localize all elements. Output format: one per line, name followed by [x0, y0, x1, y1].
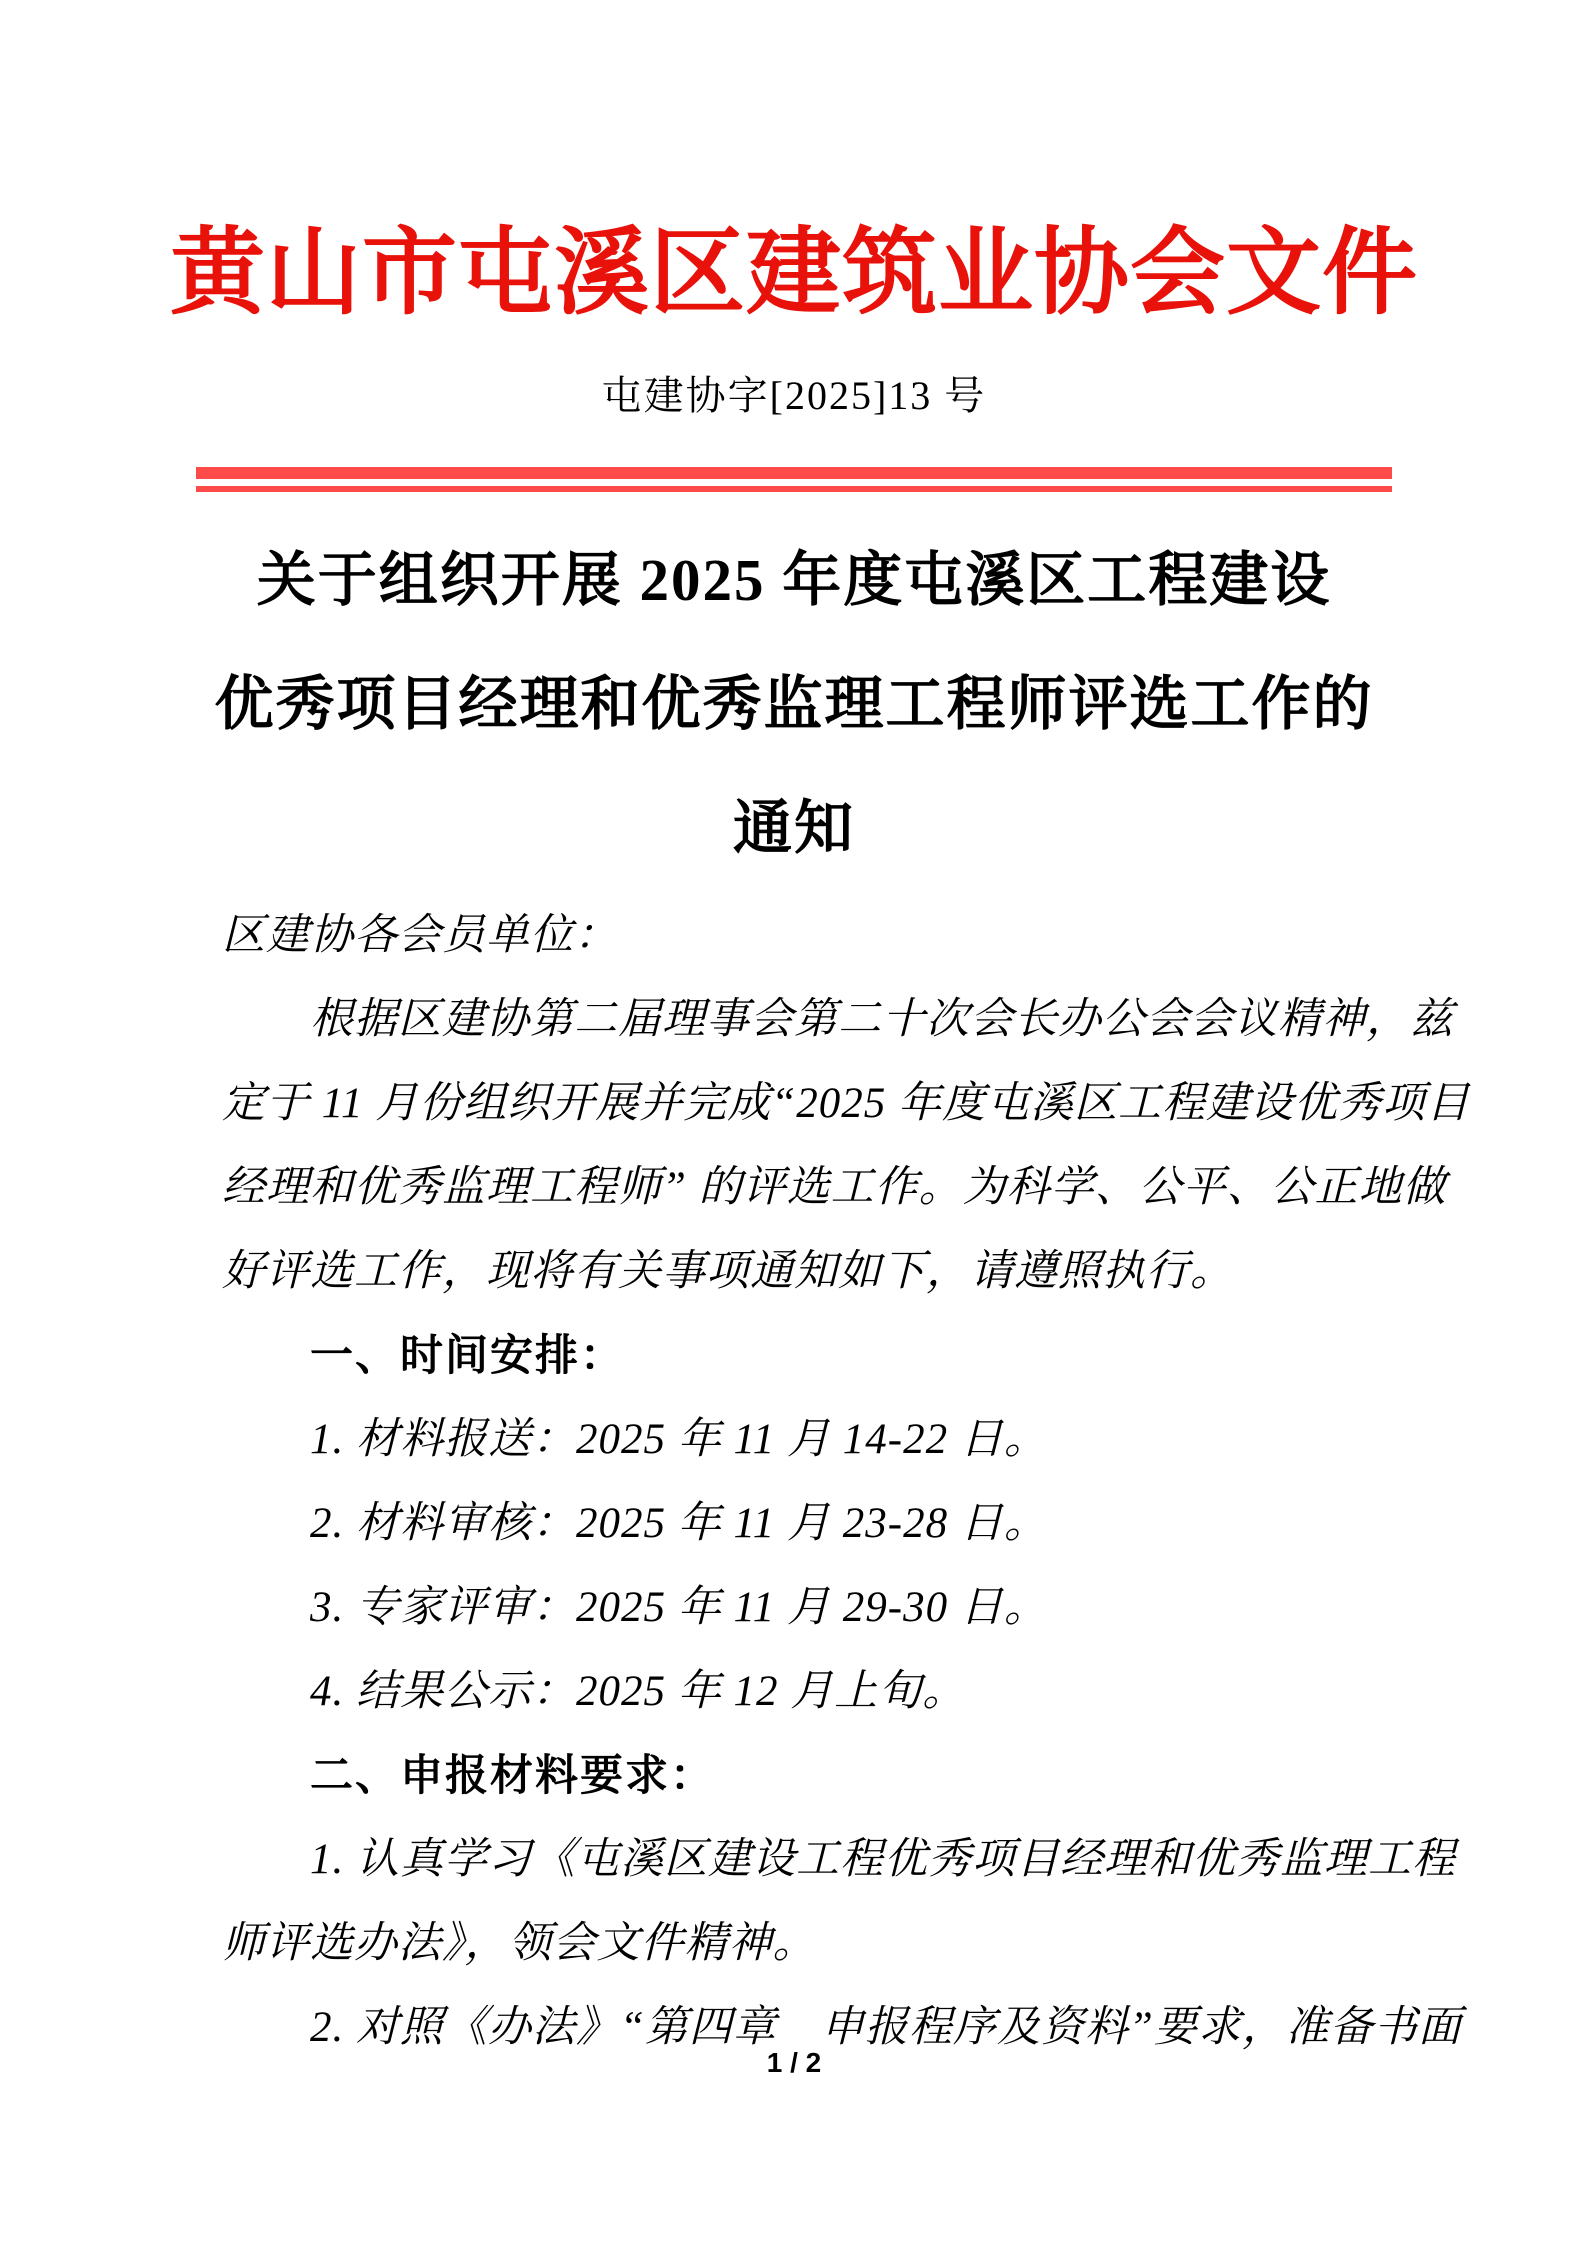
body-line: 1. 认真学习《屯溪区建设工程优秀项目经理和优秀监理工程: [310, 1836, 1456, 1883]
red-rule-top: [196, 467, 1392, 479]
body-line: 好评选工作，现将有关事项通知如下，请遵照执行。: [222, 1248, 1234, 1295]
body-line: 2. 对照《办法》“第四章 申报程序及资料”要求，准备书面: [310, 2004, 1462, 2051]
body-line: 经理和优秀监理工程师” 的评选工作。为科学、公平、公正地做: [222, 1164, 1447, 1211]
body-text: [222, 894, 1470, 2070]
body-line-schedule-4: 4. 结果公示：2025 年 12 月上旬。: [310, 1668, 967, 1715]
page-indicator: 1 / 2: [766, 2047, 822, 2078]
notice-title-line-2: 优秀项目经理和优秀监理工程师评选工作的: [214, 671, 1374, 737]
section-heading-materials: 二、申报材料要求：: [310, 1752, 715, 1800]
body-line-schedule-1: 1. 材料报送：2025 年 11 月 14-22 日。: [310, 1416, 1048, 1463]
body-line-schedule-2: 2. 材料审核：2025 年 11 月 23-28 日。: [310, 1500, 1048, 1547]
section-heading-time: 一、时间安排：: [310, 1332, 625, 1380]
notice-title: [0, 518, 1588, 890]
red-rule-bottom: [196, 486, 1392, 492]
body-line: 根据区建协第二届理事会第二十次会长办公会会议精神，兹: [310, 996, 1454, 1043]
body-line-salutation: 区建协各会员单位：: [222, 912, 618, 959]
notice-title-line-1: 关于组织开展 2025 年度屯溪区工程建设: [256, 547, 1332, 613]
masthead-title: 黄山市屯溪区建筑业协会文件: [169, 220, 1418, 326]
body-line-schedule-3: 3. 专家评审：2025 年 11 月 29-30 日。: [310, 1584, 1048, 1631]
notice-title-line-3: 通知: [732, 795, 855, 861]
body-line: 师评选办法》，领会文件精神。: [222, 1920, 817, 1967]
document-number: 屯建协字[2025]13 号: [601, 373, 987, 418]
body-line: 定于 11 月份组织开展并完成“2025 年度屯溪区工程建设优秀项目: [222, 1080, 1470, 1127]
